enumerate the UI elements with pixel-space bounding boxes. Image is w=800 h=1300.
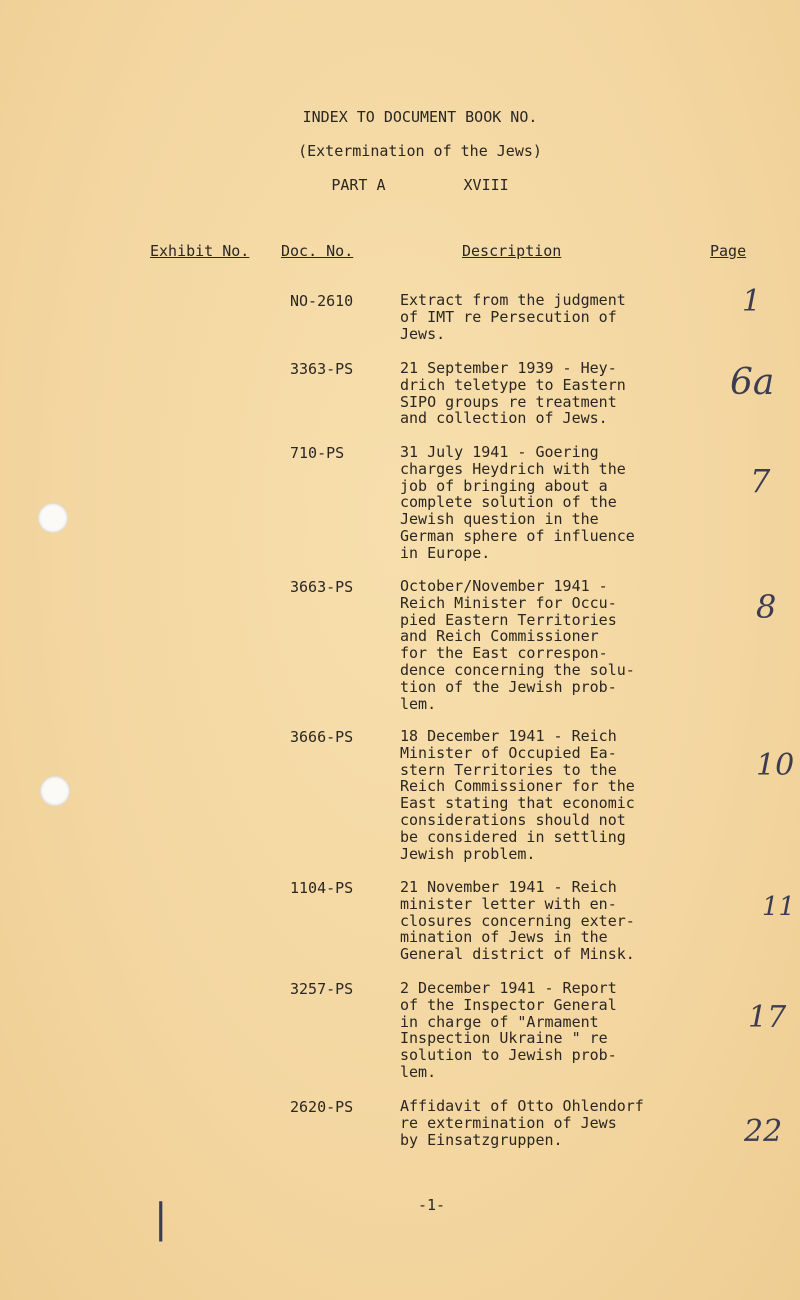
part-label: PART A <box>331 176 386 194</box>
entry-page-handwritten: 22 <box>744 1114 783 1149</box>
part-line <box>0 176 800 194</box>
entry-doc-no: 3257-PS <box>290 980 354 998</box>
entry-page-handwritten: 7 <box>750 462 771 500</box>
header-doc-no: Doc. No. <box>281 242 354 260</box>
entry-page-handwritten: 11 <box>762 892 796 922</box>
entry-description: 18 December 1941 - Reich Minister of Occupied Ea- stern Territories to the Reich Commissioner for the East stating that economic considerations should not be considered in settling Jewish problem. <box>400 727 635 863</box>
entry-description: Extract from the judgment of IMT re Persecution of Jews. <box>400 291 626 343</box>
entry-description: Affidavit of Otto Ohlendorf re extermination of Jews by Einsatzgruppen. <box>400 1097 644 1149</box>
entry-page-handwritten: 10 <box>756 748 795 783</box>
margin-pencil-mark: | <box>154 1196 168 1242</box>
entry-description: October/November 1941 - Reich Minister for Occu- pied Eastern Territories and Reich Commissioner for the East correspon- dence concerning the solu- tion of the Jewish prob- lem. <box>400 577 635 713</box>
entry-doc-no: 710-PS <box>290 444 345 462</box>
entry-doc-no: 3666-PS <box>290 728 354 746</box>
entry-doc-no: 2620-PS <box>290 1098 354 1116</box>
entry-page-handwritten: 6a <box>730 362 775 403</box>
header-description: Description <box>462 242 562 260</box>
punch-hole-bottom <box>40 776 70 806</box>
header-exhibit-no: Exhibit No. <box>150 242 250 260</box>
document-title: INDEX TO DOCUMENT BOOK NO. <box>302 108 538 126</box>
header-page: Page <box>710 242 747 260</box>
entry-page-handwritten: 17 <box>748 1000 787 1035</box>
entry-description: 21 November 1941 - Reich minister letter with en- closures concerning exter- mination of Jews in the General district of Minsk. <box>400 878 635 964</box>
page-number: -1- <box>418 1196 446 1214</box>
entry-description: 21 September 1939 - Hey- drich teletype to Eastern SIPO groups re treatment and collection of Jews. <box>400 359 626 428</box>
punch-hole-top <box>38 503 68 533</box>
entry-description: 31 July 1941 - Goering charges Heydrich with the job of bringing about a complete solution of the Jewish question in the German sphere of influence in Europe. <box>400 443 635 562</box>
entry-doc-no: 3663-PS <box>290 578 354 596</box>
book-number: XVIII <box>463 176 509 194</box>
entry-doc-no: 1104-PS <box>290 879 354 897</box>
entry-doc-no: NO-2610 <box>290 292 354 310</box>
document-subtitle: (Extermination of the Jews) <box>298 142 542 160</box>
entry-description: 2 December 1941 - Report of the Inspector General in charge of "Armament Inspection Ukraine " re solution to Jewish prob- lem. <box>400 979 617 1081</box>
entry-page-handwritten: 8 <box>756 588 777 626</box>
entry-doc-no: 3363-PS <box>290 360 354 378</box>
entry-page-handwritten: 1 <box>742 284 762 319</box>
